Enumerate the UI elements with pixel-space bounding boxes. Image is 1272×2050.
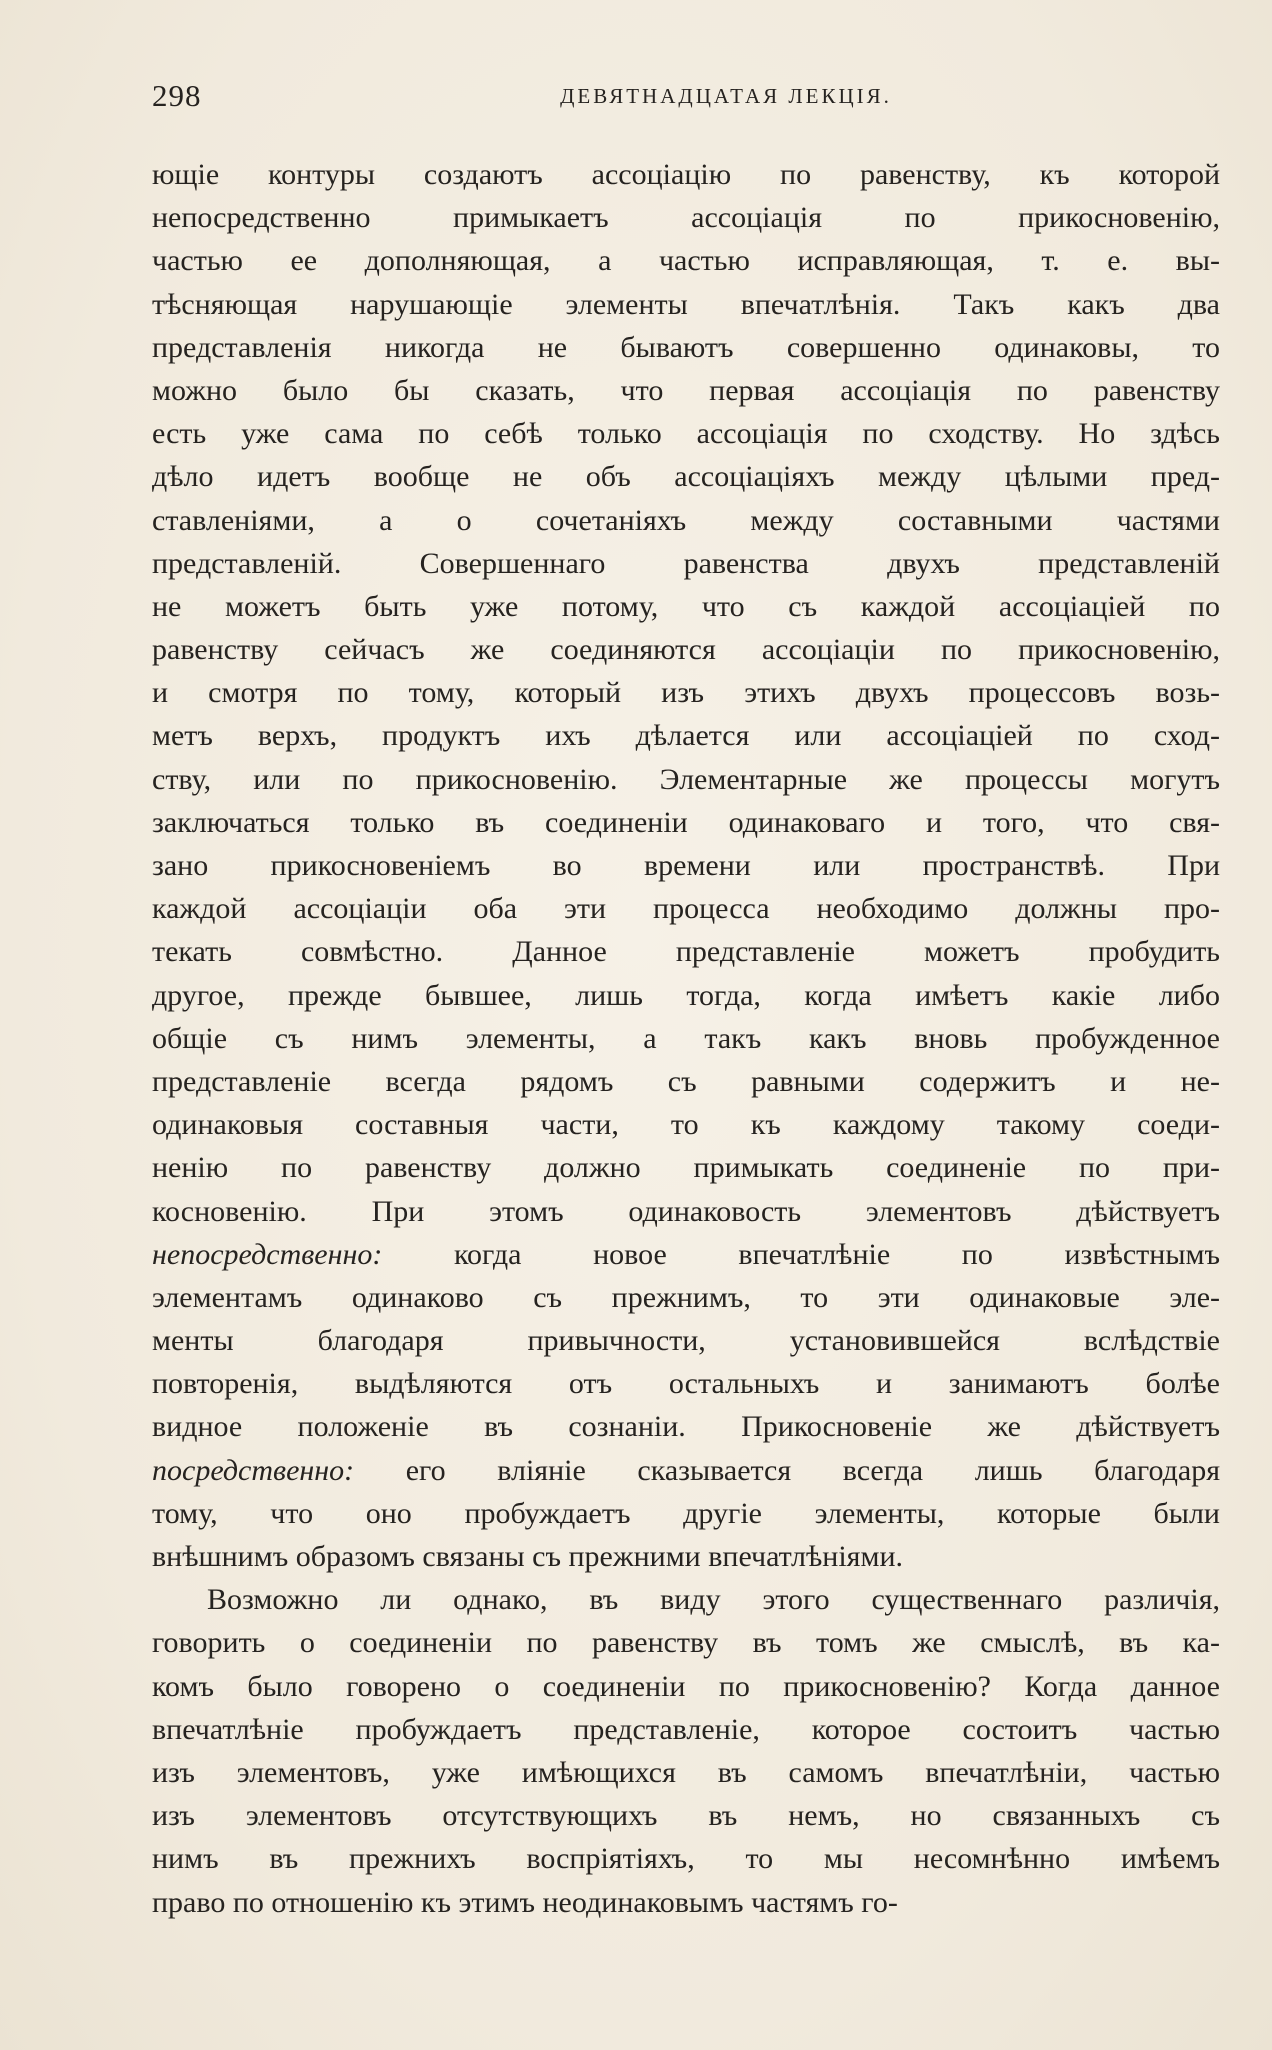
text-line: одинаковыя составныя части, то къ каждому такому соеди-: [152, 1108, 1220, 1142]
text-line: заключаться только въ соединеніи одинаковаго и того, что свя-: [152, 805, 1220, 839]
text-line: есть уже сама по себѣ только ассоціація по сходству. Но здѣсь: [152, 417, 1220, 451]
text-line: элементамъ одинаково съ прежнимъ, то эти одинаковые эле-: [152, 1280, 1220, 1314]
text-line: посредственно: его вліяніе сказывается всегда лишь благодаря: [152, 1453, 1220, 1487]
text-line: непосредственно: когда новое впечатлѣніе по извѣстнымъ: [152, 1237, 1220, 1271]
running-head: ДЕВЯТНАДЦАТАЯ ЛЕКЦІЯ.: [560, 84, 892, 108]
text-line: нимъ въ прежнихъ воспріятіяхъ, то мы несомнѣнно имѣемъ: [152, 1842, 1220, 1876]
text-line: текать совмѣстно. Данное представленіе можетъ пробудить: [152, 935, 1220, 969]
text-line: зано прикосновеніемъ во времени или пространствѣ. При: [152, 849, 1220, 882]
text-line: повторенія, выдѣляются отъ остальныхъ и занимаютъ болѣе: [152, 1367, 1220, 1401]
text-line: косновенію. При этомъ одинаковость элементовъ дѣйствуетъ: [152, 1194, 1220, 1228]
text-line: не можетъ быть уже потому, что съ каждой ассоціаціей по: [152, 589, 1220, 623]
text-line: метъ верхъ, продуктъ ихъ дѣлается или ассоціаціей по сход-: [152, 719, 1220, 753]
text-line: каждой ассоціаціи оба эти процесса необходимо должны про-: [152, 892, 1220, 926]
text-line: частью ее дополняющая, а частью исправляющая, т. е. вы-: [152, 244, 1220, 278]
text-line: изъ элементовъ отсутствующихъ въ немъ, но связанныхъ съ: [152, 1799, 1220, 1833]
text-line: тому, что оно пробуждаетъ другіе элементы, которые были: [152, 1496, 1220, 1530]
text-line: комъ было говорено о соединеніи по прикосновенію? Когда данное: [152, 1669, 1220, 1703]
text-line: тѣсняющая нарушающіе элементы впечатлѣнія. Такъ какъ два: [152, 287, 1220, 321]
text-line: изъ элементовъ, уже имѣющихся въ самомъ впечатлѣніи, частью: [152, 1755, 1220, 1789]
text-line: право по отношенію къ этимъ неодинаковымъ частямъ го-: [152, 1885, 898, 1919]
text-line: представленія никогда не бываютъ совершенно одинаковы, то: [152, 330, 1220, 364]
text-line: другое, прежде бывшее, лишь тогда, когда имѣетъ какіе либо: [152, 978, 1220, 1012]
text-line: внѣшнимъ образомъ связаны съ прежними впечатлѣніями.: [152, 1540, 903, 1573]
text-line: видное положеніе въ сознаніи. Прикосновеніе же дѣйствуетъ: [152, 1410, 1220, 1444]
page-number: 298: [152, 78, 202, 113]
italic-emphasis: непосредственно:: [152, 1237, 383, 1271]
page-header: [152, 78, 1220, 118]
text-line: ставленіями, а о сочетаніяхъ между составными частями: [152, 503, 1220, 537]
text-line: ству, или по прикосновенію. Элементарные же процессы могутъ: [152, 762, 1220, 796]
text-line: дѣло идетъ вообще не объ ассоціаціяхъ между цѣлыми пред-: [152, 460, 1220, 494]
text-line: Возможно ли однако, въ виду этого существеннаго различія,: [207, 1583, 1220, 1617]
text-line: впечатлѣніе пробуждаетъ представленіе, которое состоитъ частью: [152, 1712, 1220, 1746]
text-line: общіе съ нимъ элементы, а такъ какъ вновь пробужденное: [152, 1021, 1220, 1055]
text-line: и смотря по тому, который изъ этихъ двухъ процессовъ возь-: [152, 676, 1220, 710]
italic-emphasis: посредственно:: [152, 1453, 355, 1487]
text-line: менты благодаря привычности, установившейся вслѣдствіе: [152, 1324, 1220, 1358]
text-line: представленій. Совершеннаго равенства двухъ представленій: [152, 546, 1220, 580]
text-line: непосредственно примыкаетъ ассоціація по прикосновенію,: [152, 201, 1220, 235]
text-line: говорить о соединеніи по равенству въ томъ же смыслѣ, въ ка-: [152, 1626, 1220, 1660]
body-text: [152, 153, 1220, 1924]
text-line: ющіе контуры создаютъ ассоціацію по равенству, къ которой: [152, 158, 1220, 191]
text-line: представленіе всегда рядомъ съ равными содержитъ и не-: [152, 1064, 1220, 1098]
text-line: равенству сейчасъ же соединяются ассоціаціи по прикосновенію,: [152, 633, 1220, 667]
text-line: ненію по равенству должно примыкать соединеніе по при-: [152, 1151, 1220, 1185]
text-line: можно было бы сказать, что первая ассоціація по равенству: [152, 373, 1220, 407]
